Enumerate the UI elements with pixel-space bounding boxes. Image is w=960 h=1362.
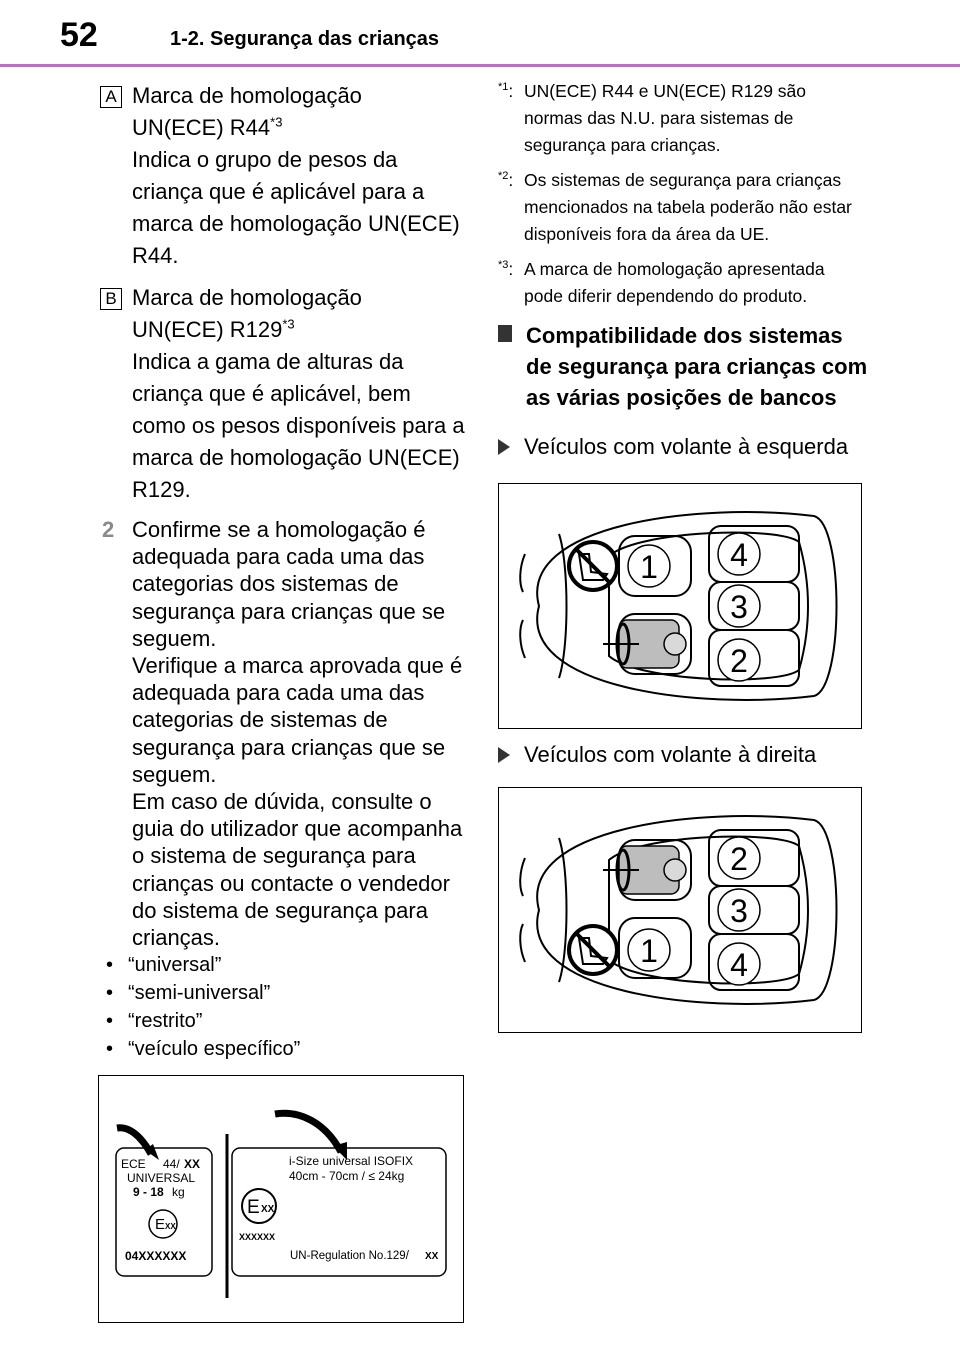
prohibited-icon [569, 542, 617, 590]
headlight-right [520, 924, 525, 962]
regulation-suffix: XX [425, 1251, 439, 1262]
lhd-seat-diagram [498, 483, 862, 729]
mark-a-block [100, 80, 465, 272]
e-mark-left-sub: XX [165, 1222, 176, 1231]
seat-number-1: 1 [640, 549, 658, 585]
step-text-1: Confirme se a homologação é adequada para cada uma das categorias dos sistemas de segurança para crianças que se seguem. [132, 517, 446, 651]
step-number: 2 [102, 517, 115, 542]
regulation-text: UN-Regulation No.129/ [290, 1250, 409, 1262]
footnote-3 [498, 256, 868, 310]
step-text-3: Em caso de dúvida, consulte o guia do utilizador que acompanha o sistema de segurança para crianças ou contacte o vendedor do sistema de segurança para crianças. [132, 789, 463, 951]
footnote-text: Os sistemas de segurança para crianças mencionados na tabela poderão não estar disponíveis fora da área da UE. [524, 170, 852, 244]
driver-icon [603, 846, 686, 894]
e-mark-right-sub: XX [261, 1204, 275, 1215]
lhd-label: Veículos com volante à esquerda [498, 431, 868, 463]
headlight-left [520, 554, 525, 592]
seat-number-2: 2 [730, 841, 748, 877]
footnote-mark: $^{*2}$: [498, 170, 514, 190]
marker-a: A [100, 86, 122, 108]
mark-a-description: Indica o grupo de pesos da criança que é aplicável para a marca de homologação UN(ECE) R44. [132, 147, 460, 268]
arrow-right-icon [498, 747, 510, 763]
isize-title: i-Size universal ISOFIX [289, 1154, 414, 1168]
list-item: • “semi-universal” [100, 979, 465, 1007]
square-bullet-icon [498, 325, 512, 342]
footnote-mark: $^{*3}$: [498, 259, 514, 279]
footnote-mark: $^{*1}$: [498, 81, 514, 101]
list-item: • “universal” [100, 951, 465, 979]
seat-number-2: 2 [730, 643, 748, 679]
seat-number-3: 3 [730, 893, 748, 929]
footnote-text: UN(ECE) R44 e UN(ECE) R129 são normas das N.U. para sistemas de segurança para crianças. [524, 81, 807, 155]
header-divider [0, 64, 960, 67]
headlight-right [520, 620, 525, 658]
weight-unit: kg [172, 1185, 185, 1199]
mark-b-title-line2: UN(ECE) R129$^{*3}$ [132, 316, 295, 342]
footnote-2 [498, 167, 868, 248]
windshield [559, 534, 567, 678]
right-code: XXXXXX [239, 1232, 276, 1242]
headlight-left [520, 858, 525, 896]
seat-number-4: 4 [730, 537, 748, 573]
e-mark-left-letter: E [155, 1216, 166, 1233]
mark-a-title-line1: Marca de homologação [132, 83, 362, 108]
page-number: 52 [60, 16, 98, 54]
ece-prefix: ECE [121, 1157, 146, 1171]
e-mark-right-letter: E [247, 1197, 260, 1218]
seat-number-3: 3 [730, 589, 748, 625]
rhd-car-illustration [499, 788, 861, 1032]
footnote-1 [498, 78, 868, 159]
approval-number: 04XXXXXX [125, 1249, 187, 1263]
windshield [559, 838, 567, 982]
footnote-text: A marca de homologação apresentada pode diferir dependendo do produto. [524, 259, 825, 306]
approval-label-figure [98, 1075, 464, 1323]
r129-arrow [275, 1113, 341, 1152]
lhd-car-illustration [499, 484, 861, 728]
step-2 [100, 516, 465, 951]
left-column [100, 80, 465, 1063]
prohibited-icon [569, 926, 617, 974]
universal-text: UNIVERSAL [127, 1171, 196, 1185]
section-title: 1-2. Segurança das crianças [170, 28, 440, 50]
footnote-ref-3: *3 [270, 114, 283, 130]
footnote-ref-3: *3 [282, 316, 295, 332]
seat-number-4: 4 [730, 947, 748, 983]
isize-range: 40cm - 70cm / ≤ 24kg [289, 1169, 405, 1183]
mark-a-title-line2: UN(ECE) R44$^{*3}$ [132, 114, 283, 140]
rhd-seat-diagram [498, 787, 862, 1033]
category-list [100, 951, 465, 1063]
weight-range: 9 - 18 [133, 1185, 164, 1199]
arrow-right-icon [498, 439, 510, 455]
ece-regulation-suffix: XX [184, 1157, 201, 1171]
rhd-label: Veículos com volante à direita [498, 739, 868, 771]
mark-b-description: Indica a gama de alturas da criança que é aplicável, bem como os pesos disponíveis para a marca de homologação UN(ECE) R129. [132, 349, 465, 502]
mark-b-title-line1: Marca de homologação [132, 285, 362, 310]
approval-label-illustration [99, 1076, 463, 1322]
seat-number-1: 1 [640, 933, 658, 969]
list-item: • “veículo específico” [100, 1035, 465, 1063]
step-text-2: Verifique a marca aprovada que é adequada para cada uma das categorias de sistemas de segurança para crianças que se seguem. [132, 653, 463, 787]
marker-b: B [100, 288, 122, 310]
right-column [498, 78, 868, 1033]
ece-regulation: 44/ [163, 1157, 180, 1171]
mark-b-block [100, 282, 465, 506]
list-item: • “restrito” [100, 1007, 465, 1035]
compatibility-heading: Compatibilidade dos sistemas de segurança para crianças com as várias posições de bancos [498, 320, 868, 413]
